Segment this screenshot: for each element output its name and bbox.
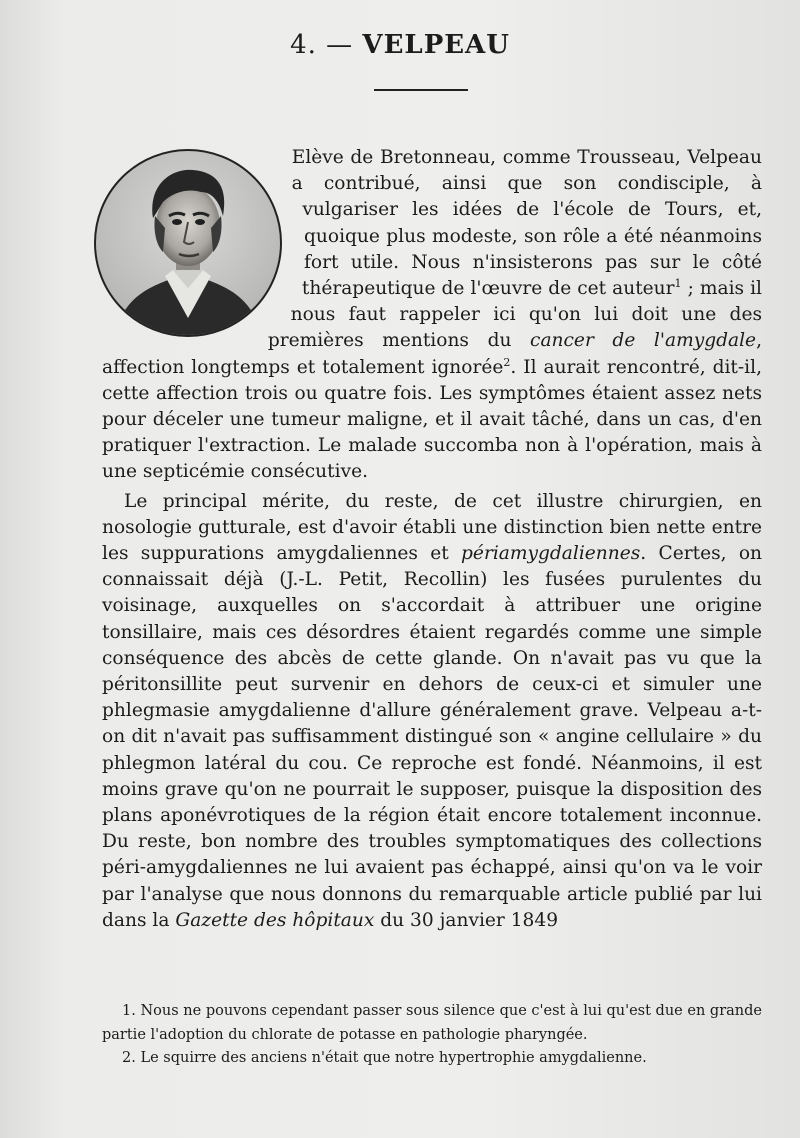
footnote-ref-1[interactable]: 1 <box>674 276 682 290</box>
text-segment: Le principal mérite, du reste, de cet illustre chirurgien, en nosologie gutturale, est d'avoir établi une distinction bien nette entre les suppurations amygdaliennes et <box>102 490 762 565</box>
paragraph-2 <box>102 489 762 934</box>
text-segment: du 30 janvier 1849 <box>374 909 559 931</box>
main-text <box>102 145 762 934</box>
footnote-1: 1. Nous ne pouvons cependant passer sous silence que c'est à lui qu'est due en grande partie l'adoption du chlorate de potasse en pathologie pharyngée. <box>102 1003 762 1043</box>
portrait-wrap-spacer <box>102 145 304 353</box>
italic-journal-title: Gazette des hôpitaux <box>175 909 375 931</box>
italic-term: périamygdaliennes <box>461 543 641 565</box>
heading-dash: — <box>326 30 354 60</box>
footnote-2: 2. Le squirre des anciens n'était que notre hypertrophie amygdalienne. <box>122 1050 647 1066</box>
text-segment: Elève de Bretonneau, comme Trousseau, Velpeau a contribué, ainsi que son condisciple, à vulgariser les idées de l'école de Tours, et, quoique plus modeste, son rôle a été néanmoins fort utile. Nous n'insisterons pas sur le côté thérapeutique de l'œuvre de cet auteur <box>291 147 762 300</box>
footnote-ref-2[interactable]: 2 <box>503 355 511 369</box>
heading-rule <box>374 89 468 91</box>
text-segment: ; mais il nous faut rappeler ici qu'on lui doit une des premières mentions du <box>267 278 762 352</box>
text-segment: . Il aurait rencontré, dit-il, cette affection trois ou quatre fois. Les symptômes étaient assez nets pour déceler une tumeur maligne, et il avait tâché, dans un cas, d'en pratiquer l'extraction. Le malade succomba non à l'opération, mais à une septicémie consécutive. <box>102 356 762 483</box>
chapter-number: 4. <box>290 30 317 60</box>
chapter-title: VELPEAU <box>362 30 510 60</box>
chapter-heading <box>0 30 800 60</box>
footnotes <box>102 1000 762 1071</box>
text-segment: . Certes, on connaissait déjà (J.-L. Petit, Recollin) les fusées purulentes du voisinage, auxquelles on s'accordait à attribuer une origine tonsillaire, mais ces désordres étaient regardés comme une simple conséquence des abcès de cette glande. On n'avait pas vu que la péritonsillite peut survenir en dehors de ceux-ci et simuler une phlegmasie amygdalienne d'allure généralement grave. Velpeau a-t-on dit n'avait pas suffisamment distingué son « angine cellulaire » du phlegmon latéral du cou. Ce reproche est fondé. Néanmoins, il est moins grave qu'on ne pourrait le supposer, puisque la disposition des plans aponévrotiques de la région était encore totalement inconnue. Du reste, bon nombre des troubles symptomatiques des collections péri-amygdaliennes ne lui avaient pas échappé, ainsi qu'on va le voir par l'analyse que nous donnons du remarquable article publié par lui dans la <box>102 543 762 931</box>
italic-term: cancer de l'amygdale <box>530 330 757 352</box>
text-segment: , affection longtemps et totalement ignorée <box>102 330 762 378</box>
